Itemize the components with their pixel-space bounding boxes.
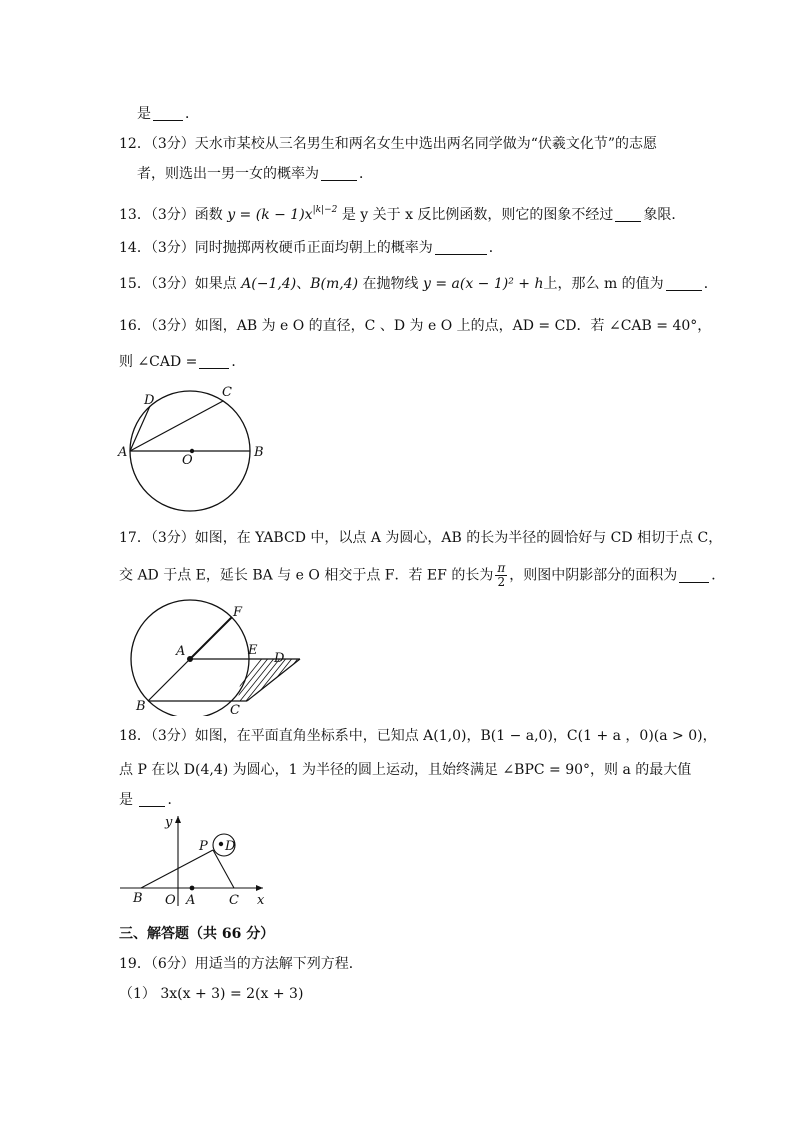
- q15: 15．（3分）如果点 A(−1,4)、B(m,4) 在抛物线 y = a(x − 1)² + h上，那么 m 的值为 ．: [119, 276, 718, 292]
- label-c: C: [230, 703, 240, 716]
- fraction-pi-over-2: $\frac{\pi}{2}$: [497, 561, 506, 589]
- q16-circle-figure: [110, 380, 280, 515]
- point-d: [219, 842, 223, 846]
- q19-part1: （1） 3x(x + 3) = 2(x + 3): [119, 986, 304, 1002]
- q17-line1: 17．（3分）如图，在 YABCD 中，以点 A 为圆心，AB 的长为半径的圆恰好与 CD 相切于点 C，: [119, 530, 723, 546]
- q12-line2: 者，则选出一男一女的概率为 ．: [137, 166, 373, 182]
- answer-blank: [321, 166, 357, 181]
- segment-ba: [148, 659, 190, 701]
- label-a: A: [176, 644, 186, 659]
- label-b: B: [133, 891, 143, 906]
- chord-ad: [130, 406, 150, 451]
- label-c: C: [229, 893, 239, 908]
- label-y: y: [165, 815, 173, 830]
- label-p: P: [199, 839, 208, 854]
- q16-line1: 16．（3分）如图，AB 为 e O 的直径，C 、D 为 e O 上的点，AD = CD．若 ∠CAB = 40°，: [119, 318, 712, 334]
- q12-line1: 12．（3分）天水市某校从三名男生和两名女生中选出两名同学做为“伏羲文化节”的志愿: [119, 136, 658, 152]
- shaded-region: [224, 656, 300, 706]
- label-b: B: [254, 445, 264, 460]
- q16-line2: 则 ∠CAD = ．: [119, 354, 246, 370]
- q18-line3: 是 ．: [119, 792, 182, 808]
- q18-line2: 点 P 在以 D(4,4) 为圆心，1 为半径的圆上运动，且始终满足 ∠BPC = 90°，则 a 的最大值: [119, 762, 692, 778]
- label-d: D: [225, 839, 236, 854]
- segment-af: [190, 617, 232, 659]
- q13: 13．（3分）函数 $y = (k - 1)x^{|k|-2}$ 是 y 关于 x 反比例函数，则它的图象不经过 象限．: [119, 205, 686, 223]
- answer-blank: [435, 240, 487, 255]
- label-a: A: [186, 893, 196, 908]
- segment-bp: [141, 850, 213, 888]
- label-a: A: [118, 445, 128, 460]
- answer-blank: [679, 568, 709, 583]
- label-e: E: [248, 643, 258, 658]
- answer-blank: [153, 106, 183, 121]
- answer-blank: [139, 792, 165, 807]
- y-axis-arrow: [175, 816, 181, 823]
- label-c: C: [222, 385, 232, 400]
- label-d: D: [274, 651, 285, 666]
- label-x: x: [257, 893, 265, 908]
- x-axis-arrow: [256, 885, 263, 891]
- section-heading: 三、解答题（共 66 分）: [119, 926, 275, 942]
- q18-coordinate-figure: [115, 810, 275, 910]
- label-f: F: [233, 605, 243, 620]
- q19-text: 19．（6分）用适当的方法解下列方程．: [119, 956, 363, 972]
- answer-blank: [615, 207, 641, 222]
- answer-blank: [666, 276, 702, 291]
- q17-parallelogram-figure: [120, 596, 310, 716]
- q17-line2: 交 AD 于点 E，延长 BA 与 e O 相交于点 F．若 EF 的长为 $\frac{\pi}{2}$ ，则图中阴影部分的面积为 ．: [119, 561, 726, 589]
- label-d: D: [144, 393, 155, 408]
- point-a: [190, 886, 195, 891]
- center-point: [187, 656, 193, 662]
- label-b: B: [136, 699, 146, 714]
- answer-blank: [199, 354, 229, 369]
- label-o: O: [165, 893, 176, 908]
- chord-ac: [130, 401, 223, 451]
- q14: 14．（3分）同时抛掷两枚硬币正面均朝上的概率为 ．: [119, 240, 503, 256]
- label-o: O: [182, 453, 193, 468]
- q11-tail: 是 ．: [137, 106, 199, 122]
- q18-line1: 18．（3分）如图，在平面直角坐标系中，已知点 A(1,0)，B(1 − a,0)，C(1 + a ，0)(a > 0)，: [119, 728, 717, 744]
